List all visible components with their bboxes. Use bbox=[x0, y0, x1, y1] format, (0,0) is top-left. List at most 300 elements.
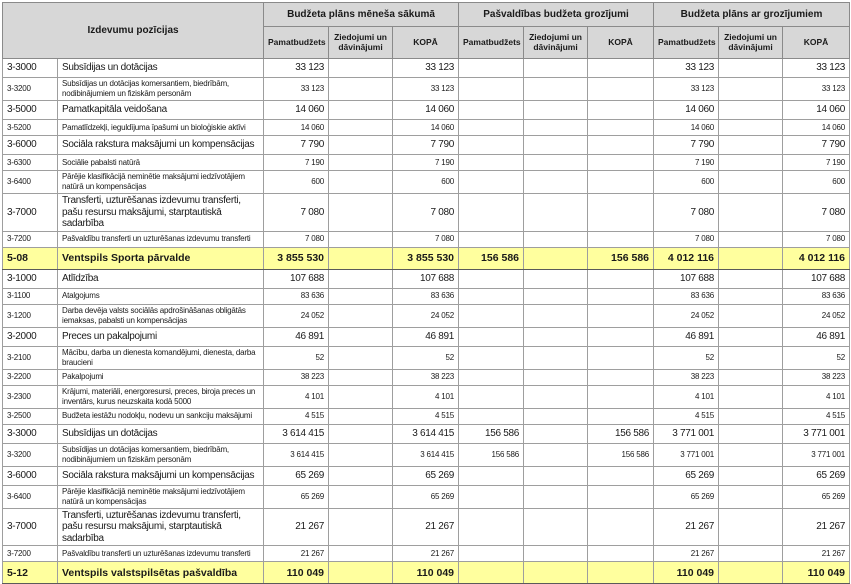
value-cell bbox=[719, 304, 783, 327]
expense-row bbox=[3, 508, 850, 546]
expense-row bbox=[3, 466, 850, 485]
value-cell: 7 080 bbox=[393, 231, 459, 247]
value-cell bbox=[524, 78, 588, 101]
value-cell bbox=[459, 101, 524, 120]
value-cell bbox=[719, 171, 783, 194]
value-cell bbox=[524, 269, 588, 288]
column-header-kopa-3: KOPĀ bbox=[783, 27, 850, 59]
value-cell: 21 267 bbox=[264, 546, 329, 562]
value-cell: 110 049 bbox=[654, 562, 719, 584]
value-cell bbox=[588, 171, 654, 194]
value-cell bbox=[524, 231, 588, 247]
row-label: Subsīdijas un dotācijas komersantiem, biedrībām, nodibinājumiem un fiziskām personām bbox=[58, 443, 264, 466]
value-cell bbox=[329, 136, 393, 155]
value-cell bbox=[459, 136, 524, 155]
value-cell bbox=[524, 155, 588, 171]
value-cell bbox=[329, 269, 393, 288]
row-code: 3-7200 bbox=[3, 231, 58, 247]
value-cell bbox=[524, 443, 588, 466]
value-cell: 3 614 415 bbox=[393, 443, 459, 466]
row-label: Transferti, uzturēšanas izdevumu transferti, pašu resursu maksājumi, starptautiskā sadarbība bbox=[58, 194, 264, 232]
column-header-ziedojumi-1: Ziedojumi un dāvinājumi bbox=[329, 27, 393, 59]
header-group-row bbox=[3, 3, 850, 27]
row-code: 3-7200 bbox=[3, 546, 58, 562]
value-cell bbox=[459, 508, 524, 546]
value-cell: 38 223 bbox=[264, 369, 329, 385]
row-label: Subsīdijas un dotācijas komersantiem, biedrībām, nodibinājumiem un fiziskām personām bbox=[58, 78, 264, 101]
value-cell bbox=[719, 194, 783, 232]
value-cell: 107 688 bbox=[264, 269, 329, 288]
row-code: 3-3000 bbox=[3, 59, 58, 78]
value-cell: 33 123 bbox=[783, 59, 850, 78]
value-cell bbox=[329, 171, 393, 194]
column-header-ziedojumi-2: Ziedojumi un dāvinājumi bbox=[524, 27, 588, 59]
value-cell: 33 123 bbox=[393, 59, 459, 78]
expense-row bbox=[3, 304, 850, 327]
value-cell: 65 269 bbox=[654, 485, 719, 508]
value-cell: 156 586 bbox=[588, 424, 654, 443]
value-cell: 156 586 bbox=[588, 443, 654, 466]
value-cell: 83 636 bbox=[783, 288, 850, 304]
value-cell bbox=[719, 59, 783, 78]
value-cell: 33 123 bbox=[783, 78, 850, 101]
column-header-pamatbudzets-1: Pamatbudžets bbox=[264, 27, 329, 59]
value-cell bbox=[524, 327, 588, 346]
section-total-row bbox=[3, 247, 850, 269]
value-cell bbox=[588, 508, 654, 546]
value-cell bbox=[459, 155, 524, 171]
value-cell bbox=[719, 346, 783, 369]
value-cell: 3 855 530 bbox=[264, 247, 329, 269]
value-cell: 83 636 bbox=[654, 288, 719, 304]
value-cell bbox=[459, 59, 524, 78]
value-cell bbox=[719, 385, 783, 408]
value-cell: 4 101 bbox=[393, 385, 459, 408]
value-cell: 65 269 bbox=[393, 485, 459, 508]
row-label: Pašvaldību transferti un uzturēšanas izdevumu transferti bbox=[58, 546, 264, 562]
value-cell bbox=[719, 408, 783, 424]
value-cell bbox=[459, 369, 524, 385]
value-cell: 4 515 bbox=[654, 408, 719, 424]
row-code: 3-2000 bbox=[3, 327, 58, 346]
column-group-plan-amended: Budžeta plāns ar grozījumiem bbox=[654, 3, 850, 27]
value-cell: 3 771 001 bbox=[783, 424, 850, 443]
value-cell bbox=[588, 369, 654, 385]
value-cell bbox=[459, 408, 524, 424]
value-cell: 38 223 bbox=[654, 369, 719, 385]
value-cell: 3 614 415 bbox=[264, 443, 329, 466]
value-cell: 7 080 bbox=[264, 194, 329, 232]
value-cell bbox=[459, 466, 524, 485]
value-cell bbox=[588, 288, 654, 304]
row-code: 3-6000 bbox=[3, 136, 58, 155]
row-label: Budžeta iestāžu nodokļu, nodevu un sankciju maksājumi bbox=[58, 408, 264, 424]
value-cell bbox=[524, 546, 588, 562]
value-cell: 14 060 bbox=[654, 101, 719, 120]
value-cell bbox=[459, 327, 524, 346]
value-cell: 4 515 bbox=[264, 408, 329, 424]
value-cell: 14 060 bbox=[783, 101, 850, 120]
value-cell bbox=[459, 546, 524, 562]
value-cell bbox=[719, 155, 783, 171]
value-cell bbox=[329, 408, 393, 424]
value-cell bbox=[459, 346, 524, 369]
value-cell: 33 123 bbox=[264, 59, 329, 78]
value-cell bbox=[524, 101, 588, 120]
value-cell: 7 790 bbox=[783, 136, 850, 155]
column-header-positions: Izdevumu pozīcijas bbox=[3, 3, 264, 59]
table-body bbox=[3, 59, 850, 584]
value-cell bbox=[588, 78, 654, 101]
value-cell: 156 586 bbox=[459, 247, 524, 269]
value-cell bbox=[329, 288, 393, 304]
value-cell bbox=[459, 120, 524, 136]
value-cell: 600 bbox=[264, 171, 329, 194]
value-cell bbox=[719, 424, 783, 443]
value-cell: 33 123 bbox=[264, 78, 329, 101]
value-cell: 600 bbox=[783, 171, 850, 194]
value-cell: 3 771 001 bbox=[654, 443, 719, 466]
value-cell: 3 614 415 bbox=[393, 424, 459, 443]
row-label: Sociāla rakstura maksājumi un kompensācijas bbox=[58, 136, 264, 155]
value-cell bbox=[329, 466, 393, 485]
value-cell: 21 267 bbox=[393, 508, 459, 546]
row-label: Atalgojums bbox=[58, 288, 264, 304]
expense-row bbox=[3, 546, 850, 562]
value-cell: 7 080 bbox=[654, 231, 719, 247]
value-cell bbox=[329, 101, 393, 120]
value-cell: 38 223 bbox=[783, 369, 850, 385]
value-cell: 14 060 bbox=[654, 120, 719, 136]
value-cell bbox=[588, 346, 654, 369]
value-cell: 4 101 bbox=[783, 385, 850, 408]
value-cell bbox=[588, 59, 654, 78]
value-cell: 24 052 bbox=[264, 304, 329, 327]
row-code: 5-08 bbox=[3, 247, 58, 269]
value-cell: 65 269 bbox=[783, 485, 850, 508]
value-cell bbox=[459, 194, 524, 232]
value-cell: 156 586 bbox=[588, 247, 654, 269]
value-cell: 83 636 bbox=[393, 288, 459, 304]
value-cell: 46 891 bbox=[654, 327, 719, 346]
value-cell bbox=[329, 194, 393, 232]
value-cell bbox=[329, 120, 393, 136]
value-cell: 46 891 bbox=[393, 327, 459, 346]
value-cell bbox=[459, 385, 524, 408]
value-cell: 52 bbox=[783, 346, 850, 369]
value-cell: 7 790 bbox=[393, 136, 459, 155]
value-cell: 7 190 bbox=[783, 155, 850, 171]
row-code: 3-2200 bbox=[3, 369, 58, 385]
value-cell bbox=[459, 78, 524, 101]
value-cell bbox=[588, 546, 654, 562]
value-cell: 7 790 bbox=[264, 136, 329, 155]
value-cell bbox=[719, 78, 783, 101]
value-cell bbox=[719, 269, 783, 288]
value-cell bbox=[588, 155, 654, 171]
value-cell bbox=[329, 546, 393, 562]
value-cell bbox=[329, 562, 393, 584]
value-cell: 21 267 bbox=[393, 546, 459, 562]
section-total-row bbox=[3, 562, 850, 584]
value-cell: 33 123 bbox=[393, 78, 459, 101]
value-cell: 3 771 001 bbox=[783, 443, 850, 466]
row-label: Pašvaldību transferti un uzturēšanas izdevumu transferti bbox=[58, 231, 264, 247]
value-cell bbox=[329, 59, 393, 78]
value-cell: 24 052 bbox=[783, 304, 850, 327]
value-cell: 7 080 bbox=[783, 194, 850, 232]
value-cell bbox=[329, 385, 393, 408]
value-cell: 46 891 bbox=[264, 327, 329, 346]
value-cell bbox=[329, 327, 393, 346]
value-cell: 33 123 bbox=[654, 59, 719, 78]
value-cell: 107 688 bbox=[654, 269, 719, 288]
value-cell bbox=[459, 269, 524, 288]
table-header bbox=[3, 3, 850, 59]
value-cell: 21 267 bbox=[264, 508, 329, 546]
column-group-plan-start: Budžeta plāns mēneša sākumā bbox=[264, 3, 459, 27]
value-cell bbox=[524, 346, 588, 369]
row-code: 3-1100 bbox=[3, 288, 58, 304]
row-code: 3-1000 bbox=[3, 269, 58, 288]
value-cell: 107 688 bbox=[393, 269, 459, 288]
value-cell: 38 223 bbox=[393, 369, 459, 385]
value-cell: 21 267 bbox=[654, 546, 719, 562]
value-cell bbox=[719, 231, 783, 247]
value-cell: 7 790 bbox=[654, 136, 719, 155]
column-header-kopa-2: KOPĀ bbox=[588, 27, 654, 59]
value-cell bbox=[719, 136, 783, 155]
value-cell: 7 190 bbox=[393, 155, 459, 171]
value-cell bbox=[719, 247, 783, 269]
value-cell: 14 060 bbox=[264, 120, 329, 136]
expense-row bbox=[3, 369, 850, 385]
expense-row bbox=[3, 120, 850, 136]
value-cell bbox=[524, 369, 588, 385]
row-label: Ventspils Sporta pārvalde bbox=[58, 247, 264, 269]
row-code: 3-3200 bbox=[3, 78, 58, 101]
row-label: Transferti, uzturēšanas izdevumu transferti, pašu resursu maksājumi, starptautiskā sadarbība bbox=[58, 508, 264, 546]
row-code: 3-1200 bbox=[3, 304, 58, 327]
value-cell bbox=[459, 485, 524, 508]
value-cell: 65 269 bbox=[264, 485, 329, 508]
value-cell: 4 515 bbox=[393, 408, 459, 424]
value-cell: 7 080 bbox=[264, 231, 329, 247]
value-cell: 65 269 bbox=[654, 466, 719, 485]
expense-row bbox=[3, 171, 850, 194]
row-code: 3-5200 bbox=[3, 120, 58, 136]
value-cell bbox=[588, 385, 654, 408]
row-code: 3-7000 bbox=[3, 508, 58, 546]
expense-row bbox=[3, 346, 850, 369]
value-cell: 4 101 bbox=[264, 385, 329, 408]
row-label: Pamatlīdzekļi, ieguldījuma īpašumi un bioloģiskie aktīvi bbox=[58, 120, 264, 136]
value-cell bbox=[329, 155, 393, 171]
value-cell bbox=[524, 304, 588, 327]
row-label: Darba devēja valsts sociālās apdrošināšanas obligātās iemaksas, pabalsti un kompensācijas bbox=[58, 304, 264, 327]
value-cell: 110 049 bbox=[783, 562, 850, 584]
row-label: Pamatkapitāla veidošana bbox=[58, 101, 264, 120]
value-cell bbox=[459, 562, 524, 584]
row-code: 3-6300 bbox=[3, 155, 58, 171]
expense-row bbox=[3, 155, 850, 171]
value-cell bbox=[459, 231, 524, 247]
value-cell bbox=[588, 269, 654, 288]
value-cell: 156 586 bbox=[459, 424, 524, 443]
value-cell bbox=[719, 546, 783, 562]
row-label: Preces un pakalpojumi bbox=[58, 327, 264, 346]
value-cell bbox=[329, 369, 393, 385]
value-cell bbox=[524, 562, 588, 584]
row-code: 3-3200 bbox=[3, 443, 58, 466]
value-cell bbox=[588, 466, 654, 485]
expense-row bbox=[3, 194, 850, 232]
value-cell bbox=[588, 485, 654, 508]
value-cell: 65 269 bbox=[264, 466, 329, 485]
value-cell bbox=[719, 120, 783, 136]
value-cell bbox=[524, 59, 588, 78]
value-cell bbox=[588, 101, 654, 120]
expense-row bbox=[3, 288, 850, 304]
value-cell: 3 614 415 bbox=[264, 424, 329, 443]
row-code: 3-6400 bbox=[3, 485, 58, 508]
value-cell bbox=[588, 562, 654, 584]
value-cell bbox=[719, 443, 783, 466]
value-cell bbox=[588, 120, 654, 136]
value-cell bbox=[329, 443, 393, 466]
value-cell: 14 060 bbox=[783, 120, 850, 136]
expense-row bbox=[3, 327, 850, 346]
value-cell: 52 bbox=[654, 346, 719, 369]
value-cell bbox=[459, 171, 524, 194]
budget-table bbox=[2, 2, 850, 584]
value-cell: 4 012 116 bbox=[654, 247, 719, 269]
value-cell: 14 060 bbox=[393, 120, 459, 136]
value-cell bbox=[524, 247, 588, 269]
value-cell bbox=[588, 327, 654, 346]
column-header-pamatbudzets-2: Pamatbudžets bbox=[459, 27, 524, 59]
expense-row bbox=[3, 424, 850, 443]
value-cell: 33 123 bbox=[654, 78, 719, 101]
value-cell: 24 052 bbox=[654, 304, 719, 327]
value-cell: 21 267 bbox=[783, 546, 850, 562]
row-label: Atlīdzība bbox=[58, 269, 264, 288]
value-cell: 7 190 bbox=[654, 155, 719, 171]
value-cell bbox=[719, 101, 783, 120]
value-cell bbox=[719, 562, 783, 584]
value-cell bbox=[588, 408, 654, 424]
value-cell: 7 080 bbox=[393, 194, 459, 232]
value-cell bbox=[524, 466, 588, 485]
value-cell bbox=[459, 288, 524, 304]
value-cell: 46 891 bbox=[783, 327, 850, 346]
value-cell: 83 636 bbox=[264, 288, 329, 304]
value-cell bbox=[719, 508, 783, 546]
value-cell bbox=[524, 288, 588, 304]
column-header-kopa-1: KOPĀ bbox=[393, 27, 459, 59]
value-cell bbox=[719, 288, 783, 304]
expense-row bbox=[3, 231, 850, 247]
row-label: Sociāla rakstura maksājumi un kompensācijas bbox=[58, 466, 264, 485]
value-cell bbox=[588, 304, 654, 327]
row-code: 3-7000 bbox=[3, 194, 58, 232]
column-header-ziedojumi-3: Ziedojumi un dāvinājumi bbox=[719, 27, 783, 59]
value-cell: 24 052 bbox=[393, 304, 459, 327]
value-cell: 21 267 bbox=[654, 508, 719, 546]
row-label: Mācību, darba un dienesta komandējumi, dienesta, darba braucieni bbox=[58, 346, 264, 369]
value-cell: 7 190 bbox=[264, 155, 329, 171]
value-cell: 65 269 bbox=[393, 466, 459, 485]
value-cell bbox=[524, 136, 588, 155]
value-cell: 3 771 001 bbox=[654, 424, 719, 443]
value-cell: 52 bbox=[264, 346, 329, 369]
row-label: Krājumi, materiāli, energoresursi, preces, biroja preces un inventārs, kurus neuzskaita kodā 5000 bbox=[58, 385, 264, 408]
row-label: Subsīdijas un dotācijas bbox=[58, 59, 264, 78]
value-cell: 7 080 bbox=[783, 231, 850, 247]
value-cell bbox=[329, 485, 393, 508]
value-cell: 110 049 bbox=[393, 562, 459, 584]
value-cell bbox=[329, 231, 393, 247]
value-cell: 4 012 116 bbox=[783, 247, 850, 269]
value-cell bbox=[524, 171, 588, 194]
value-cell: 4 515 bbox=[783, 408, 850, 424]
value-cell bbox=[719, 466, 783, 485]
row-code: 5-12 bbox=[3, 562, 58, 584]
value-cell: 156 586 bbox=[459, 443, 524, 466]
expense-row bbox=[3, 385, 850, 408]
value-cell: 7 080 bbox=[654, 194, 719, 232]
row-code: 3-2300 bbox=[3, 385, 58, 408]
value-cell bbox=[524, 194, 588, 232]
value-cell: 107 688 bbox=[783, 269, 850, 288]
value-cell bbox=[329, 78, 393, 101]
value-cell bbox=[588, 194, 654, 232]
row-label: Ventspils valstspilsētas pašvaldība bbox=[58, 562, 264, 584]
value-cell bbox=[329, 304, 393, 327]
expense-row bbox=[3, 443, 850, 466]
value-cell bbox=[329, 346, 393, 369]
value-cell bbox=[524, 385, 588, 408]
row-code: 3-5000 bbox=[3, 101, 58, 120]
value-cell: 65 269 bbox=[783, 466, 850, 485]
value-cell: 3 855 530 bbox=[393, 247, 459, 269]
value-cell: 600 bbox=[393, 171, 459, 194]
value-cell bbox=[459, 304, 524, 327]
value-cell bbox=[524, 408, 588, 424]
row-code: 3-2500 bbox=[3, 408, 58, 424]
row-label: Subsīdijas un dotācijas bbox=[58, 424, 264, 443]
value-cell: 600 bbox=[654, 171, 719, 194]
expense-row bbox=[3, 269, 850, 288]
value-cell bbox=[524, 508, 588, 546]
value-cell bbox=[719, 485, 783, 508]
expense-row bbox=[3, 485, 850, 508]
value-cell bbox=[524, 485, 588, 508]
row-label: Sociālie pabalsti natūrā bbox=[58, 155, 264, 171]
column-group-amendments: Pašvaldības budžeta grozījumi bbox=[459, 3, 654, 27]
expense-row bbox=[3, 78, 850, 101]
expense-row bbox=[3, 136, 850, 155]
value-cell bbox=[329, 247, 393, 269]
value-cell bbox=[524, 424, 588, 443]
column-header-pamatbudzets-3: Pamatbudžets bbox=[654, 27, 719, 59]
value-cell bbox=[588, 136, 654, 155]
value-cell: 4 101 bbox=[654, 385, 719, 408]
value-cell: 110 049 bbox=[264, 562, 329, 584]
row-code: 3-6000 bbox=[3, 466, 58, 485]
expense-row bbox=[3, 101, 850, 120]
value-cell bbox=[719, 369, 783, 385]
